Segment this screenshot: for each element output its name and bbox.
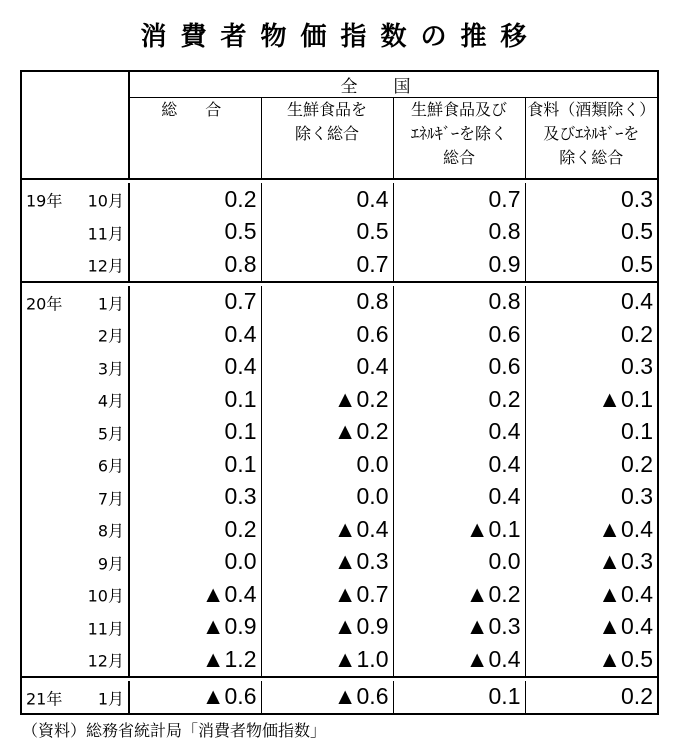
row-month: 7月 bbox=[97, 489, 124, 509]
value-cell: 0.8 bbox=[224, 250, 257, 277]
value-cell: 0.7 bbox=[393, 183, 525, 216]
value-cell: 0.4 bbox=[393, 448, 525, 481]
table-row bbox=[21, 611, 658, 644]
value-cell: ▲0.4 bbox=[525, 611, 658, 644]
value-cell: ▲0.2 bbox=[393, 578, 525, 611]
table-row bbox=[21, 183, 658, 216]
row-month: 9月 bbox=[97, 554, 124, 574]
value-cell: 0.3 bbox=[525, 183, 658, 216]
value-cell: ▲0.3 bbox=[393, 611, 525, 644]
table-row bbox=[21, 681, 658, 715]
table-row bbox=[21, 351, 658, 384]
value-cell: ▲0.4 bbox=[201, 580, 257, 607]
value-cell: 0.6 bbox=[393, 318, 525, 351]
column-header bbox=[261, 98, 393, 180]
row-label bbox=[21, 286, 129, 319]
row-label bbox=[21, 216, 129, 249]
value-cell: 0.4 bbox=[224, 353, 257, 380]
row-month: 3月 bbox=[97, 359, 124, 379]
column-header-line: 総合 bbox=[442, 148, 475, 167]
row-month: 8月 bbox=[97, 521, 124, 541]
header-nation: 全国 bbox=[129, 71, 658, 98]
value-cell: 0.3 bbox=[525, 481, 658, 514]
row-label bbox=[21, 578, 129, 611]
value-cell: 0.1 bbox=[525, 416, 658, 449]
value-cell: 0.1 bbox=[393, 681, 525, 715]
value-cell: 0.2 bbox=[525, 448, 658, 481]
value-cell: ▲0.4 bbox=[261, 513, 393, 546]
value-cell: ▲0.1 bbox=[525, 383, 658, 416]
row-label bbox=[21, 513, 129, 546]
value-cell: ▲0.4 bbox=[393, 643, 525, 677]
value-cell: ▲0.6 bbox=[201, 683, 257, 710]
row-label bbox=[21, 611, 129, 644]
table-row bbox=[21, 416, 658, 449]
table-row bbox=[21, 216, 658, 249]
value-cell: 0.5 bbox=[525, 248, 658, 282]
table-row bbox=[21, 318, 658, 351]
value-cell: 0.3 bbox=[525, 351, 658, 384]
value-cell: 0.7 bbox=[261, 248, 393, 282]
value-cell: 0.8 bbox=[393, 286, 525, 319]
value-cell: ▲0.5 bbox=[525, 643, 658, 677]
row-label bbox=[21, 416, 129, 449]
column-header-line: 除く総合 bbox=[294, 124, 359, 143]
value-cell: ▲0.9 bbox=[261, 611, 393, 644]
column-header bbox=[393, 98, 525, 180]
value-cell: 0.3 bbox=[224, 483, 257, 510]
value-cell: ▲0.1 bbox=[393, 513, 525, 546]
value-cell: ▲1.0 bbox=[261, 643, 393, 677]
column-header bbox=[129, 98, 261, 180]
value-cell: 0.9 bbox=[393, 248, 525, 282]
value-cell: 0.2 bbox=[525, 318, 658, 351]
value-cell: 0.2 bbox=[525, 681, 658, 715]
column-header-line: 除く総合 bbox=[559, 148, 624, 167]
table-row bbox=[21, 546, 658, 579]
value-cell: 0.4 bbox=[393, 416, 525, 449]
table-row bbox=[21, 578, 658, 611]
column-header-line: 及びｴﾈﾙｷﾞｰを bbox=[543, 124, 640, 143]
value-cell: 0.2 bbox=[224, 515, 257, 542]
value-cell: 0.0 bbox=[261, 481, 393, 514]
value-cell: 0.8 bbox=[261, 286, 393, 319]
value-cell: ▲0.3 bbox=[261, 546, 393, 579]
value-cell: 0.4 bbox=[224, 320, 257, 347]
table-row bbox=[21, 248, 658, 282]
table-row bbox=[21, 383, 658, 416]
row-label bbox=[21, 318, 129, 351]
value-cell: ▲0.4 bbox=[525, 513, 658, 546]
value-cell: 0.0 bbox=[224, 548, 257, 575]
source-note: （資料）総務省統計局「消費者物価指数」 bbox=[22, 721, 327, 740]
value-cell: ▲0.4 bbox=[525, 578, 658, 611]
row-month: 10月 bbox=[87, 191, 124, 211]
row-year: 20年 bbox=[26, 294, 63, 314]
value-cell: ▲0.9 bbox=[201, 613, 257, 640]
value-cell: 0.1 bbox=[224, 385, 257, 412]
value-cell: 0.0 bbox=[261, 448, 393, 481]
row-year: 21年 bbox=[26, 689, 63, 709]
value-cell: 0.6 bbox=[261, 318, 393, 351]
value-cell: ▲0.6 bbox=[261, 681, 393, 715]
value-cell: 0.5 bbox=[525, 216, 658, 249]
value-cell: 0.5 bbox=[224, 218, 257, 245]
table-row bbox=[21, 448, 658, 481]
value-cell: 0.4 bbox=[261, 183, 393, 216]
row-label bbox=[21, 248, 129, 282]
value-cell: 0.8 bbox=[393, 216, 525, 249]
column-header-line: 総合 bbox=[161, 100, 250, 119]
value-cell: 0.5 bbox=[261, 216, 393, 249]
column-header-line: 生鮮食品及び bbox=[410, 100, 507, 119]
row-label bbox=[21, 183, 129, 216]
column-header-line: 食料（酒類除く） bbox=[527, 100, 656, 119]
row-month: 6月 bbox=[97, 456, 124, 476]
column-header-line: ｴﾈﾙｷﾞｰを除く bbox=[410, 124, 507, 143]
row-label bbox=[21, 643, 129, 677]
value-cell: 0.2 bbox=[224, 185, 257, 212]
row-month: 12月 bbox=[87, 651, 124, 671]
row-month: 2月 bbox=[97, 326, 124, 346]
row-month: 1月 bbox=[97, 689, 124, 709]
row-month: 11月 bbox=[87, 619, 124, 639]
value-cell: 0.6 bbox=[393, 351, 525, 384]
page-title: 消費者物価指数の推移 bbox=[140, 22, 541, 52]
row-label bbox=[21, 546, 129, 579]
value-cell: 0.4 bbox=[393, 481, 525, 514]
row-month: 12月 bbox=[87, 256, 124, 276]
value-cell: 0.4 bbox=[261, 351, 393, 384]
header-stub bbox=[21, 71, 129, 179]
table-row bbox=[21, 481, 658, 514]
value-cell: ▲0.2 bbox=[261, 383, 393, 416]
row-month: 4月 bbox=[97, 391, 124, 411]
row-month: 10月 bbox=[87, 586, 124, 606]
table-row bbox=[21, 513, 658, 546]
cpi-table bbox=[20, 70, 659, 715]
row-label bbox=[21, 351, 129, 384]
row-month: 11月 bbox=[87, 224, 124, 244]
value-cell: 0.2 bbox=[393, 383, 525, 416]
column-header bbox=[525, 98, 658, 180]
value-cell: 0.1 bbox=[224, 450, 257, 477]
value-cell: ▲0.2 bbox=[261, 416, 393, 449]
value-cell: 0.1 bbox=[224, 418, 257, 445]
value-cell: ▲1.2 bbox=[201, 645, 257, 672]
table-row bbox=[21, 286, 658, 319]
row-label bbox=[21, 481, 129, 514]
row-label bbox=[21, 383, 129, 416]
row-month: 1月 bbox=[97, 294, 124, 314]
row-year: 19年 bbox=[26, 191, 63, 211]
value-cell: 0.0 bbox=[393, 546, 525, 579]
table-row bbox=[21, 643, 658, 677]
value-cell: ▲0.3 bbox=[525, 546, 658, 579]
row-label bbox=[21, 681, 129, 715]
row-label bbox=[21, 448, 129, 481]
column-header-line: 生鮮食品を bbox=[286, 100, 367, 119]
row-month: 5月 bbox=[97, 424, 124, 444]
value-cell: 0.4 bbox=[525, 286, 658, 319]
value-cell: ▲0.7 bbox=[261, 578, 393, 611]
value-cell: 0.7 bbox=[224, 288, 257, 315]
